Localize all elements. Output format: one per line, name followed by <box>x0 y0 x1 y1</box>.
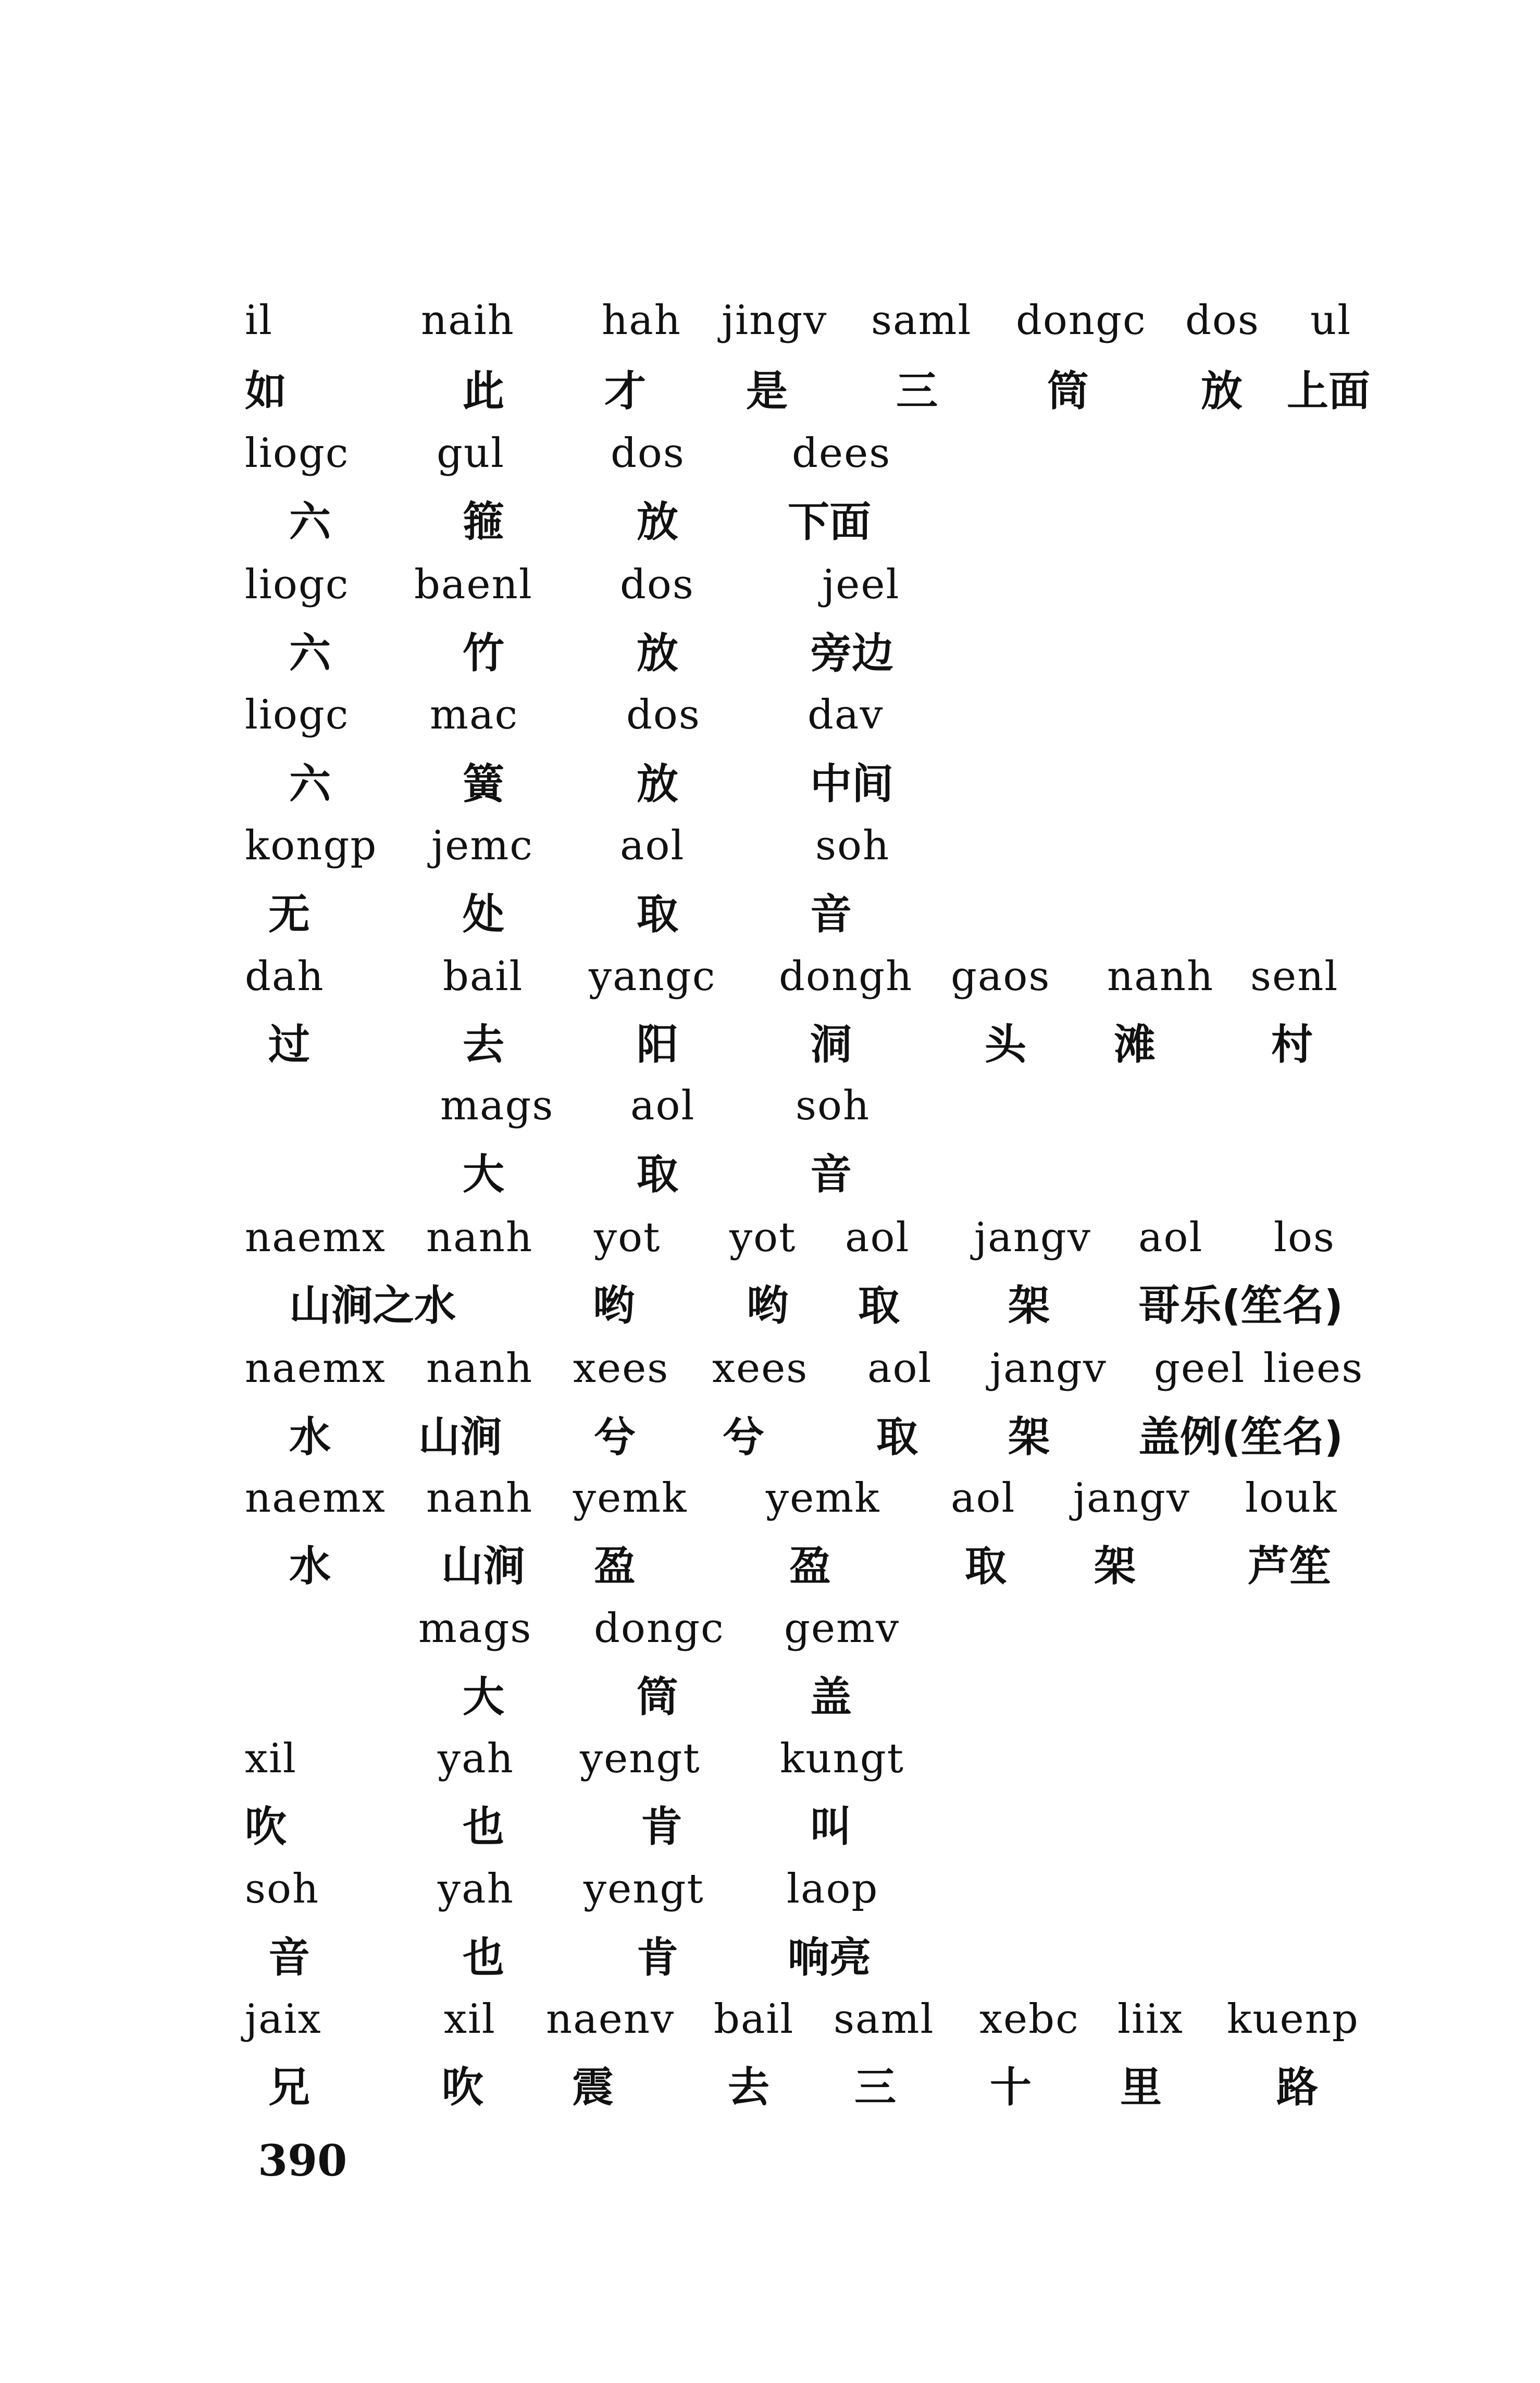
chinese-gloss-word: 音 <box>810 890 852 939</box>
chinese-gloss-word: 肯 <box>637 1933 678 1982</box>
chinese-gloss-line-24 <box>0 1793 1540 1861</box>
romanized-word: gemv <box>784 1605 900 1652</box>
chinese-gloss-word: 哟 <box>747 1281 788 1330</box>
romanized-word: kungt <box>780 1735 905 1782</box>
romanized-word: jingv <box>722 297 828 344</box>
chinese-gloss-line-14 <box>0 1141 1540 1208</box>
chinese-gloss-word: 大 <box>463 1673 504 1721</box>
chinese-gloss-word: 村 <box>1271 1020 1313 1069</box>
romanized-word: soh <box>796 1082 871 1129</box>
romanized-line-17 <box>0 1335 1540 1402</box>
chinese-gloss-word: 里 <box>1120 2063 1162 2112</box>
chinese-gloss-word: 音 <box>810 1150 852 1199</box>
romanized-word: jangv <box>1073 1475 1190 1522</box>
romanized-word: naemx <box>245 1345 386 1392</box>
chinese-gloss-word: 芦笙 <box>1248 1542 1331 1590</box>
romanized-line-9 <box>0 812 1540 880</box>
chinese-gloss-word: 大 <box>463 1150 504 1199</box>
chinese-gloss-word: 取 <box>858 1281 900 1330</box>
chinese-gloss-word: 放 <box>637 760 678 808</box>
romanized-line-27 <box>0 1985 1540 2053</box>
chinese-gloss-word: 架 <box>1094 1542 1136 1590</box>
romanized-word: nanh <box>1107 953 1214 1000</box>
romanized-line-13 <box>0 1072 1540 1140</box>
chinese-gloss-word: 三 <box>854 2063 896 2112</box>
romanized-word: dos <box>626 692 701 738</box>
romanized-word: dos <box>620 561 694 608</box>
romanized-word: naemx <box>245 1214 386 1261</box>
chinese-gloss-word: 也 <box>463 1933 504 1982</box>
chinese-gloss-word: 架 <box>1008 1413 1050 1461</box>
romanized-word: jaix <box>245 1996 322 2043</box>
chinese-gloss-word: 三 <box>896 367 938 415</box>
chinese-gloss-word: 肯 <box>641 1802 682 1851</box>
chinese-gloss-word: 哥乐(笙名) <box>1138 1281 1344 1330</box>
romanized-word: dees <box>792 430 891 477</box>
chinese-gloss-word: 盈 <box>789 1542 831 1590</box>
chinese-gloss-word: 簧 <box>463 760 504 808</box>
chinese-gloss-word: 兄 <box>268 2063 310 2112</box>
romanized-line-23 <box>0 1725 1540 1793</box>
chinese-gloss-line-12 <box>0 1011 1540 1079</box>
romanized-word: liogc <box>245 692 350 738</box>
chinese-gloss-word: 放 <box>637 629 678 677</box>
chinese-gloss-word: 哟 <box>593 1281 635 1330</box>
chinese-gloss-word: 放 <box>637 498 678 546</box>
chinese-gloss-word: 此 <box>463 367 504 415</box>
chinese-gloss-word: 吹 <box>245 1802 287 1851</box>
romanized-word: liogc <box>245 561 350 608</box>
chinese-gloss-word: 取 <box>965 1542 1007 1590</box>
romanized-word: aol <box>630 1082 696 1129</box>
romanized-word: senl <box>1250 953 1339 1000</box>
romanized-word: aol <box>620 822 685 869</box>
romanized-word: kuenp <box>1227 1996 1359 2043</box>
romanized-word: naih <box>421 297 515 344</box>
romanized-word: dongc <box>594 1605 725 1652</box>
chinese-gloss-word: 头 <box>985 1020 1026 1069</box>
chinese-gloss-word: 水 <box>289 1413 331 1461</box>
romanized-word: xil <box>444 1996 496 2043</box>
romanized-word: dos <box>611 430 685 477</box>
romanized-word: liees <box>1263 1345 1364 1392</box>
chinese-gloss-word: 兮 <box>594 1413 636 1461</box>
chinese-gloss-word: 滩 <box>1114 1020 1156 1069</box>
romanized-word: naemx <box>245 1475 386 1522</box>
chinese-gloss-word: 无 <box>268 890 310 939</box>
chinese-gloss-word: 过 <box>268 1020 310 1069</box>
chinese-gloss-word: 六 <box>289 629 331 677</box>
romanized-word: yah <box>438 1866 514 1912</box>
chinese-gloss-word: 取 <box>876 1413 918 1461</box>
romanized-line-25 <box>0 1855 1540 1923</box>
chinese-gloss-word: 处 <box>463 890 504 939</box>
chinese-gloss-word: 叫 <box>810 1802 852 1851</box>
romanized-word: gul <box>437 430 505 477</box>
romanized-word: xees <box>712 1345 809 1392</box>
romanized-word: ul <box>1310 297 1352 344</box>
romanized-word: bail <box>443 953 524 1000</box>
romanized-word: yah <box>438 1735 514 1782</box>
romanized-word: soh <box>815 822 890 869</box>
chinese-gloss-word: 去 <box>728 2063 769 2112</box>
chinese-gloss-line-28 <box>0 2054 1540 2121</box>
romanized-word: yengt <box>580 1735 701 1782</box>
romanized-word: jangv <box>990 1345 1107 1392</box>
romanized-word: xebc <box>979 1996 1079 2043</box>
chinese-gloss-word: 阳 <box>637 1020 678 1069</box>
romanized-word: louk <box>1245 1475 1338 1522</box>
chinese-gloss-line-16 <box>0 1272 1540 1340</box>
chinese-gloss-line-10 <box>0 881 1540 948</box>
chinese-gloss-line-6 <box>0 620 1540 687</box>
chinese-gloss-line-22 <box>0 1663 1540 1731</box>
chinese-gloss-word: 取 <box>637 1150 678 1199</box>
romanized-word: nanh <box>426 1345 533 1392</box>
romanized-word: nanh <box>426 1214 533 1261</box>
romanized-word: soh <box>245 1866 320 1912</box>
romanized-word: yemk <box>573 1475 688 1522</box>
romanized-word: yangc <box>589 953 716 1000</box>
chinese-gloss-word: 才 <box>604 367 646 415</box>
chinese-gloss-word: 去 <box>463 1020 504 1069</box>
romanized-word: dav <box>808 692 884 738</box>
romanized-word: mac <box>430 692 519 738</box>
chinese-gloss-word: 十 <box>990 2063 1032 2112</box>
chinese-gloss-word: 兮 <box>723 1413 764 1461</box>
romanized-line-15 <box>0 1204 1540 1271</box>
romanized-word: dos <box>1185 297 1260 344</box>
romanized-word: kongp <box>245 822 378 869</box>
romanized-word: yot <box>729 1214 797 1261</box>
romanized-word: xees <box>573 1345 669 1392</box>
chinese-gloss-word: 盖例(笙名) <box>1138 1413 1344 1461</box>
romanized-word: xil <box>245 1735 297 1782</box>
romanized-line-7 <box>0 681 1540 749</box>
chinese-gloss-word: 架 <box>1008 1281 1050 1330</box>
romanized-word: aol <box>951 1475 1016 1522</box>
romanized-word: liix <box>1117 1996 1184 2043</box>
chinese-gloss-word: 盈 <box>594 1542 636 1590</box>
chinese-gloss-word: 箍 <box>463 498 504 546</box>
romanized-line-5 <box>0 551 1540 619</box>
chinese-gloss-line-26 <box>0 1924 1540 1992</box>
chinese-gloss-word: 取 <box>637 890 678 939</box>
chinese-gloss-line-2 <box>0 357 1540 425</box>
romanized-word: hah <box>602 297 681 344</box>
romanized-word: mags <box>418 1605 532 1652</box>
chinese-gloss-word: 筒 <box>637 1673 678 1721</box>
chinese-gloss-line-8 <box>0 750 1540 818</box>
romanized-word: geel <box>1154 1345 1246 1392</box>
romanized-word: aol <box>867 1345 933 1392</box>
romanized-word: yemk <box>766 1475 880 1522</box>
chinese-gloss-word: 六 <box>289 760 331 808</box>
chinese-gloss-word: 山涧 <box>418 1413 502 1461</box>
chinese-gloss-word: 吹 <box>442 2063 483 2112</box>
chinese-gloss-word: 水 <box>289 1542 331 1590</box>
romanized-word: aol <box>1138 1214 1203 1261</box>
romanized-word: nanh <box>426 1475 533 1522</box>
chinese-gloss-word: 山涧 <box>441 1542 525 1590</box>
chinese-gloss-line-20 <box>0 1533 1540 1600</box>
romanized-word: gaos <box>951 953 1051 1000</box>
chinese-gloss-word: 如 <box>245 367 287 415</box>
romanized-word: jemc <box>431 822 533 869</box>
romanized-line-19 <box>0 1464 1540 1532</box>
romanized-word: laop <box>787 1866 879 1912</box>
chinese-gloss-word: 路 <box>1276 2063 1318 2112</box>
romanized-word: baenl <box>414 561 533 608</box>
romanized-word: saml <box>834 1996 935 2043</box>
chinese-gloss-word: 上面 <box>1287 367 1370 415</box>
chinese-gloss-word: 洞 <box>810 1020 852 1069</box>
chinese-gloss-word: 震 <box>572 2063 614 2112</box>
chinese-gloss-word: 是 <box>746 367 788 415</box>
chinese-gloss-line-18 <box>0 1403 1540 1471</box>
chinese-gloss-word: 中间 <box>810 760 893 808</box>
romanized-word: liogc <box>245 430 350 477</box>
chinese-gloss-word: 筒 <box>1047 367 1089 415</box>
romanized-word: il <box>245 297 273 344</box>
page-number: 390 <box>258 2136 347 2186</box>
chinese-gloss-word: 也 <box>463 1802 504 1851</box>
romanized-line-21 <box>0 1595 1540 1662</box>
romanized-word: dongh <box>779 953 913 1000</box>
chinese-gloss-word: 下面 <box>788 498 871 546</box>
romanized-word: bail <box>714 1996 794 2043</box>
romanized-word: mags <box>440 1082 554 1129</box>
romanized-word: naenv <box>546 1996 675 2043</box>
romanized-word: dah <box>245 953 325 1000</box>
romanized-word: yengt <box>583 1866 704 1912</box>
chinese-gloss-word: 竹 <box>463 629 504 677</box>
chinese-gloss-word: 响亮 <box>788 1933 871 1982</box>
romanized-word: jeel <box>822 561 900 608</box>
romanized-word: dongc <box>1016 297 1147 344</box>
romanized-line-1 <box>0 287 1540 354</box>
chinese-gloss-word: 山涧之水 <box>289 1281 456 1330</box>
chinese-gloss-word: 盖 <box>810 1673 852 1721</box>
chinese-gloss-line-4 <box>0 488 1540 556</box>
romanized-word: jangv <box>974 1214 1091 1261</box>
chinese-gloss-word: 旁边 <box>810 629 893 677</box>
romanized-word: los <box>1274 1214 1335 1261</box>
romanized-word: aol <box>845 1214 910 1261</box>
romanized-word: yot <box>594 1214 661 1261</box>
romanized-line-11 <box>0 943 1540 1010</box>
romanized-line-3 <box>0 419 1540 487</box>
chinese-gloss-word: 六 <box>289 498 331 546</box>
romanized-word: saml <box>871 297 972 344</box>
chinese-gloss-word: 放 <box>1201 367 1243 415</box>
chinese-gloss-word: 音 <box>268 1933 310 1982</box>
